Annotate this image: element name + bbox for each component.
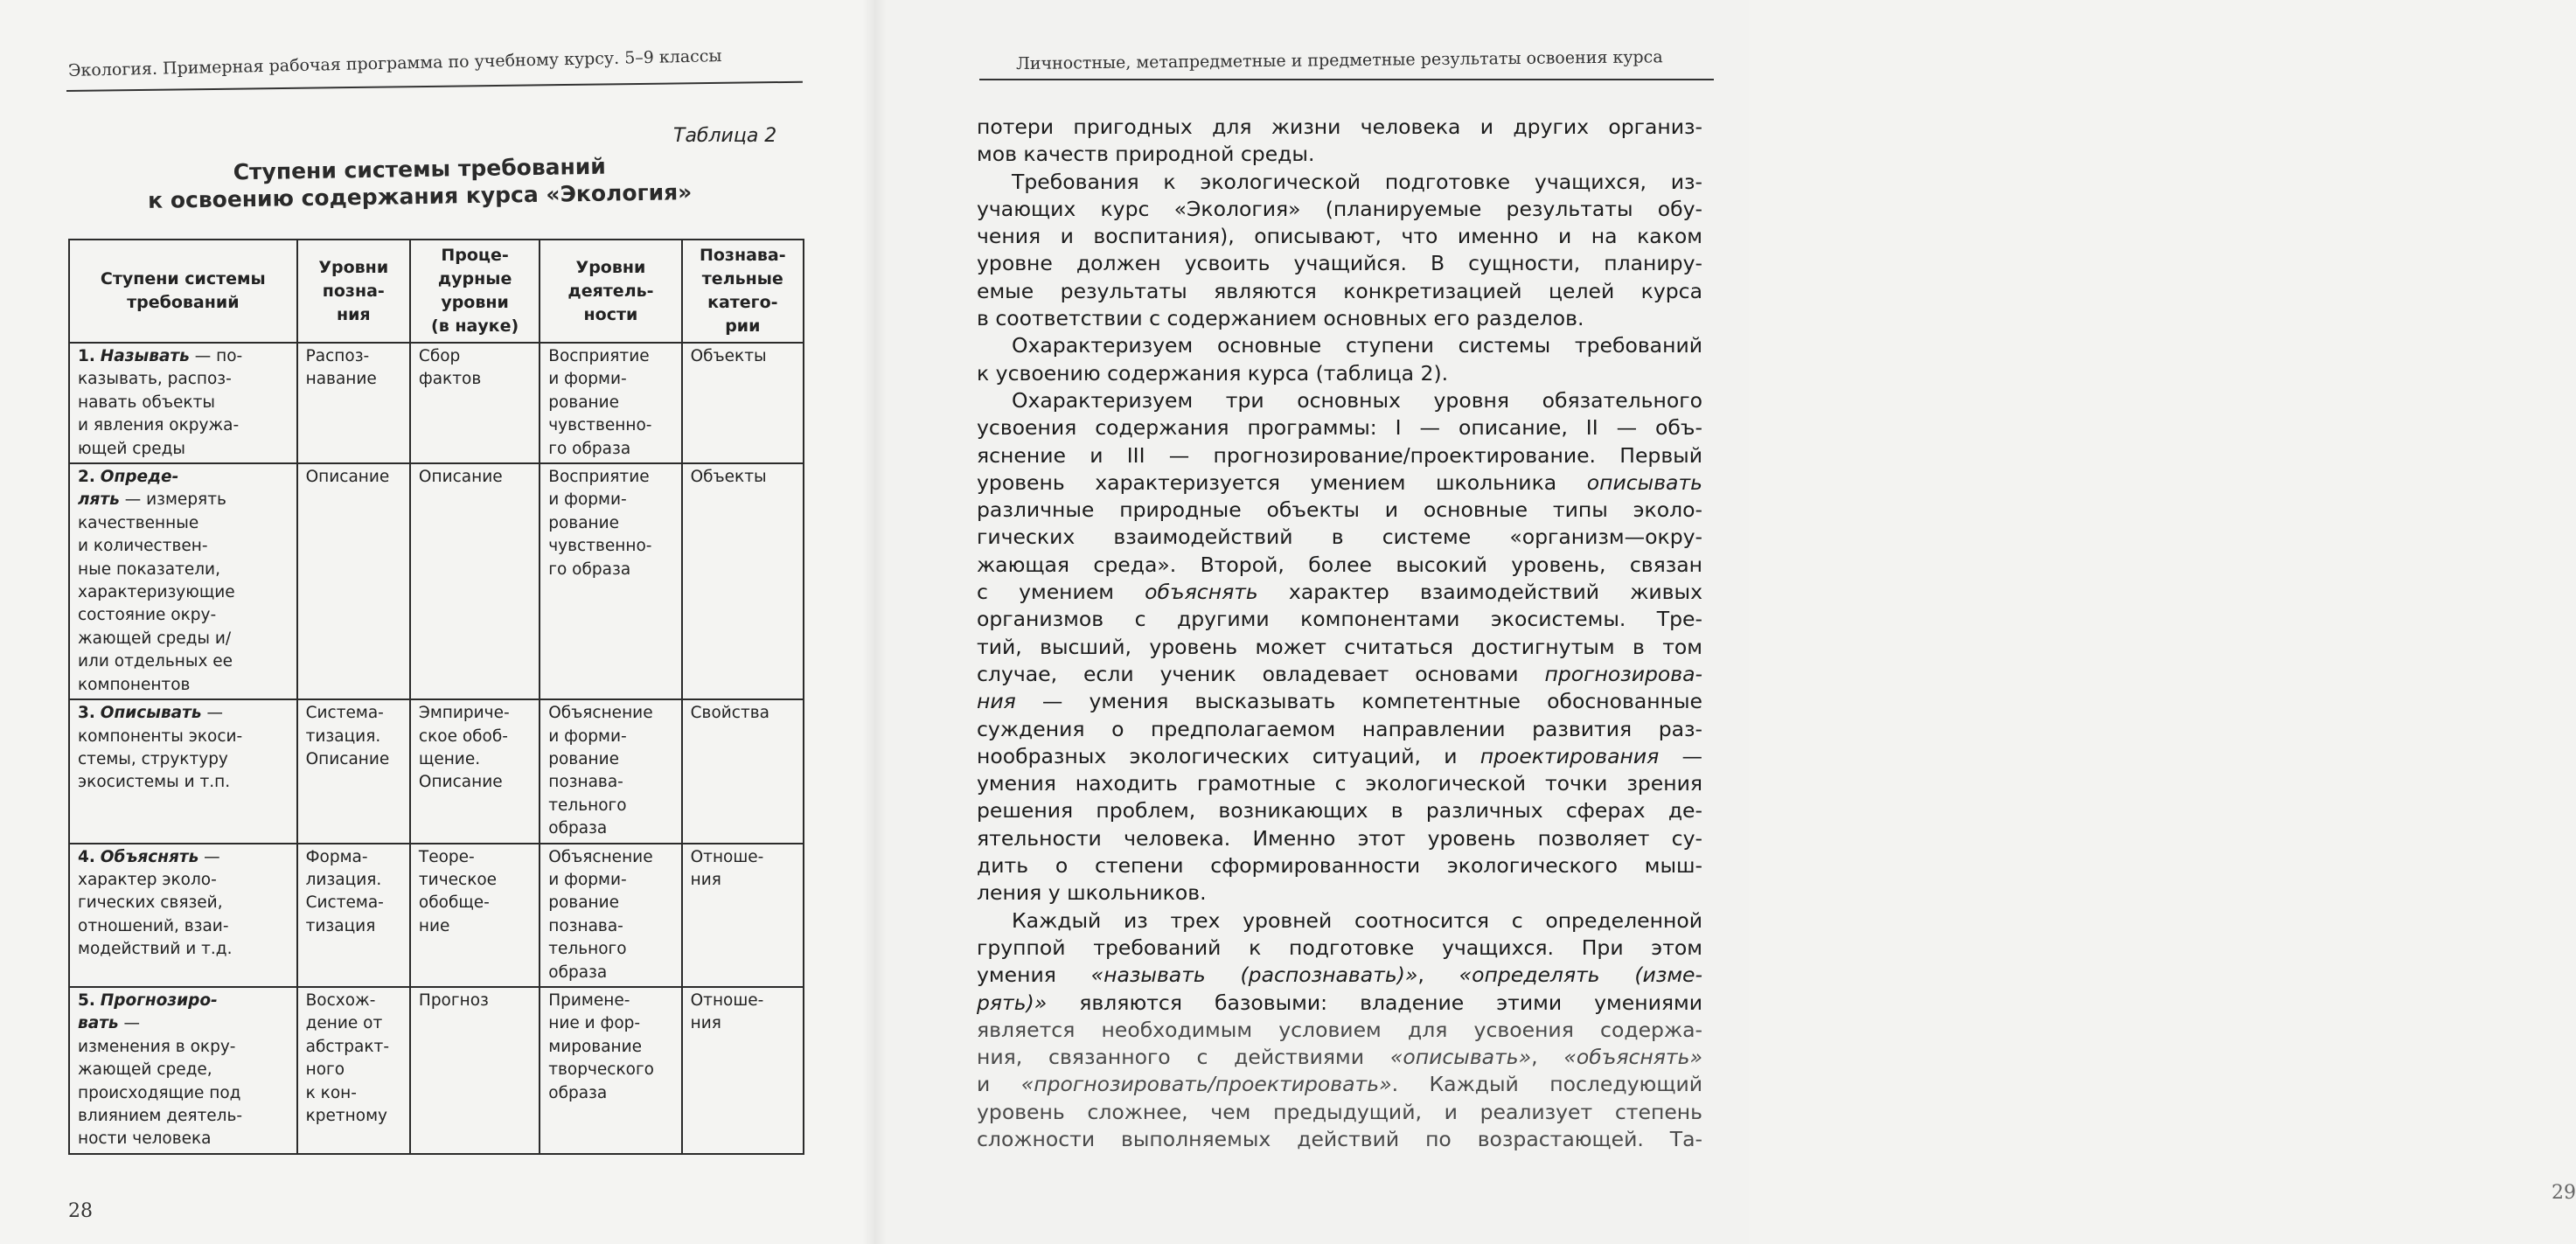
text-line [977,825,1702,852]
step-number: 3. [78,704,95,723]
line-text: емые результаты являются конкретизацией целей курса [977,278,1702,303]
activity-cell: Объяснение и форми- рование познава- тельного образа [540,699,681,843]
line-text: жающая среда». Второй, более высокий уровень, связан [977,552,1702,577]
text-line [977,387,1702,414]
text-line [977,524,1702,551]
line-text: сложности выполняемых действий по возрастающей. Та- [977,1126,1702,1151]
line-text: и [977,1072,1021,1097]
procedure-cell: Прогноз [410,987,540,1154]
line-text: тий, высший, уровень может считаться достигнутым в том [977,634,1702,659]
procedure-cell: Теоре- тическое обобще- ние [410,844,540,987]
text-line [977,278,1702,305]
line-text: с умением [977,580,1145,605]
activity-cell: Примене- ние и фор- мирование творческого образа [540,987,681,1154]
emphasis-text: рять)» [977,990,1048,1015]
text-line [977,579,1702,606]
text-line [977,332,1702,359]
emphasis-text: «называть (распознавать)» [1090,963,1418,988]
emphasis-text: «объяснять» [1563,1045,1702,1070]
text-line [977,634,1702,661]
line-text: яснение и III — прогнозирование/проектирование. Первый [977,442,1702,468]
text-line [977,414,1702,441]
text-line [977,469,1702,497]
category-cell: Объекты [682,343,804,463]
line-text: группой требований к подготовке учащихся. При этом [977,935,1702,960]
text-line [977,716,1702,743]
line-text: Охарактеризуем основные ступени системы требований [1012,333,1702,358]
procedure-cell: Сбор фактов [410,343,540,463]
left-page [0,0,874,1244]
line-text: является необходимым условием для усвоения содержа- [977,1017,1702,1042]
line-text: мов качеств природной среды. [977,142,1315,167]
step-cell [69,987,297,1154]
left-header-rule [66,81,803,92]
line-text: гических взаимодействий в системе «организм—окру- [977,525,1702,550]
table-row [69,987,804,1154]
line-text: различные природные объекты и основные типы эколо- [977,497,1702,523]
emphasis-text: описывать [1586,469,1702,495]
line-text: уровень сложнее, чем предыдущий, и реализует степень [977,1099,1702,1124]
category-cell: Свойства [682,699,804,843]
line-text: решения проблем, возникающих в различных сферах де- [977,798,1702,824]
emphasis-text: «прогнозировать/проектировать» [1020,1072,1392,1097]
cognition-cell: Восхож- дение от абстракт- ного к кон- кретному [297,987,410,1154]
text-line [977,770,1702,797]
header-steps: Ступени системы требований [69,240,297,343]
text-line [977,223,1702,250]
line-text: чения и воспитания), описывают, что именно и на каком [977,224,1702,249]
line-text: усвоения содержания программы: I — описание, II — объ- [977,415,1702,441]
step-verb: Называть [100,347,190,365]
header-procedural-levels: Проце- дурные уровни (в науке) [410,240,540,343]
header-cognitive-categories: Познава- тельные катего- рии [682,240,804,343]
right-header-rule [979,79,1714,80]
table-title-line-2: к освоению содержания курса «Экология» [147,179,693,213]
text-line [977,250,1702,277]
emphasis-text: прогнозирова- [1544,661,1702,686]
text-line [977,962,1702,989]
line-text: — [1659,743,1702,768]
line-text: ления у школьников. [977,880,1207,906]
step-number: 5. [78,990,95,1010]
activity-cell: Восприятие и форми- рование чувственно- го образа [540,463,681,699]
text-line [977,990,1702,1017]
text-line [977,606,1702,633]
line-text: случае, если ученик овладевает основами [977,661,1545,686]
line-text: к усвоению содержания курса (таблица 2). [977,360,1449,386]
line-text: в соответствии с содержанием основных его разделов. [977,306,1584,331]
left-running-head: Экология. Примерная рабочая программа по учебному курсу. 5–9 классы [67,46,722,80]
text-line [977,688,1702,715]
line-text: дить о степени сформированности экологического мыш- [977,853,1702,879]
text-line [977,360,1702,387]
step-cell [69,699,297,843]
book-gutter [862,0,887,1244]
step-description: — по- казывать, распоз- навать объекты и явления окружа- ющей среды [78,347,243,458]
category-cell: Отноше- ния [682,987,804,1154]
procedure-cell: Эмпириче- ское обоб- щение. Описание [410,699,540,843]
text-line [977,141,1702,168]
table-header-row [69,240,804,343]
step-description: — характер эколо- гических связей, отношений, взаи- модействий и т.д. [78,847,233,959]
line-text: организмов с другими компонентами экосистемы. Тре- [977,607,1702,632]
table-row [69,844,804,987]
cognition-cell: Форма- лизация. Система- тизация [297,844,410,987]
emphasis-text: «определять (изме- [1459,963,1702,988]
step-cell [69,463,297,699]
right-page-number: 29 [2552,1182,2576,1204]
line-text: умения находить грамотные с экологической точки зрения [977,771,1702,796]
text-line [977,661,1702,688]
line-text: учающих курс «Экология» (планируемые результаты обу- [977,196,1702,221]
text-line [977,305,1702,332]
text-line [977,169,1702,196]
line-text: , [1417,963,1459,988]
line-text: — умения высказывать компетентные обоснованные [1015,689,1702,714]
table-caption: Таблица 2 [673,125,777,147]
step-verb: Опреде- лять [78,468,179,510]
category-cell: Объекты [682,463,804,699]
line-text: . Каждый последующий [1391,1072,1702,1097]
line-text: являются базовыми: владение этими умениями [1047,990,1702,1015]
table-row [69,463,804,699]
emphasis-text: проектирования [1479,743,1660,768]
emphasis-text: «описывать» [1389,1045,1532,1070]
line-text: ятельности человека. Именно этот уровень позволяет су- [977,825,1702,851]
emphasis-text: объяснять [1145,580,1258,605]
text-line [977,1126,1702,1153]
text-line [977,852,1702,879]
header-cognition-levels: Уровни позна- ния [297,240,410,343]
table-title [105,150,735,214]
step-verb: Прогнозиро- вать [78,990,218,1033]
step-description: — измерять качественные и количествен- ные показатели, характеризующие состояние окру- жающей среды и/ или отдельных ее компонентов [78,490,235,694]
line-text: ния, связанного с действиями [977,1045,1390,1070]
line-text: умения [977,963,1091,988]
header-activity-levels: Уровни деятель- ности [540,240,681,343]
body-text [977,114,1702,1153]
text-line [977,743,1702,770]
cognition-cell: Описание [297,463,410,699]
right-running-head: Личностные, метапредметные и предметные результаты освоения курса [1015,47,1663,73]
table-row [69,699,804,843]
text-line [977,935,1702,962]
line-text: уровне должен усвоить учащийся. В сущности, планиру- [977,251,1702,276]
text-line [977,879,1702,907]
step-cell [69,343,297,463]
step-description: — компоненты экоси- стемы, структуру экосистемы и т.п. [78,704,243,792]
line-text: Требования к экологической подготовке учащихся, из- [1012,169,1702,194]
left-page-number: 28 [68,1200,93,1222]
category-cell: Отноше- ния [682,844,804,987]
step-verb: Объяснять [100,847,199,866]
line-text: нообразных экологических ситуаций, и [977,743,1480,768]
line-text: уровень характеризуется умением школьника [977,469,1587,495]
step-number: 1. [78,347,95,365]
text-line [977,497,1702,524]
step-cell [69,844,297,987]
activity-cell: Восприятие и форми- рование чувственно- го образа [540,343,681,463]
step-number: 4. [78,847,95,866]
emphasis-text: ния [977,689,1016,714]
text-line [977,442,1702,469]
table-row [69,343,804,463]
line-text: Охарактеризуем три основных уровня обязательного [1012,387,1702,413]
text-line [977,1099,1702,1126]
table-title-line-1: Ступени системы требований [233,153,607,185]
step-verb: Описывать [100,704,202,723]
cognition-cell: Распоз- навание [297,343,410,463]
text-line [977,1017,1702,1044]
step-number: 2. [78,468,95,487]
activity-cell: Объяснение и форми- рование познава- тельного образа [540,844,681,987]
text-line [977,552,1702,579]
text-line [977,114,1702,141]
requirements-table [68,239,804,1155]
line-text: , [1531,1045,1564,1070]
line-text: суждения о предполагаемом направлении развития раз- [977,716,1702,741]
line-text: потери пригодных для жизни человека и других организ- [977,115,1702,139]
text-line [977,1044,1702,1071]
step-description: — изменения в окру- жающей среде, происходящие под влиянием деятель- ности человека [78,1014,243,1149]
cognition-cell: Система- тизация. Описание [297,699,410,843]
text-line [977,196,1702,223]
line-text: характер взаимодействий живых [1257,580,1702,605]
text-line [977,797,1702,824]
procedure-cell: Описание [410,463,540,699]
line-text: Каждый из трех уровней соотносится с определенной [1012,907,1702,933]
text-line [977,1071,1702,1098]
text-line [977,907,1702,935]
